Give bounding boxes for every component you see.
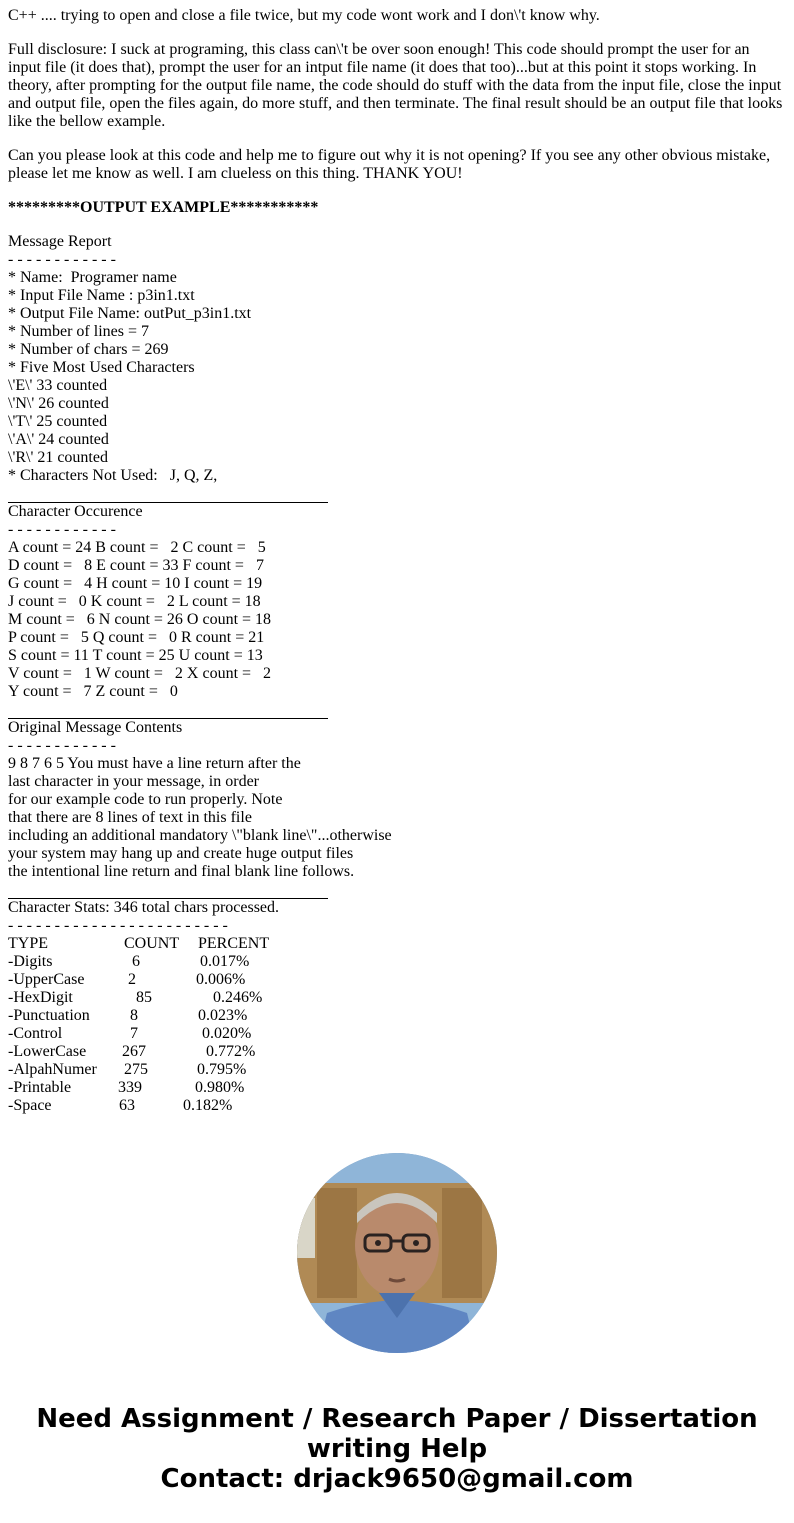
promo-footer xyxy=(0,1404,794,1494)
stats-count: 267 xyxy=(122,1043,146,1060)
original-line: Original Message Contents xyxy=(8,719,183,736)
document-body xyxy=(8,7,786,1115)
report-line: - - - - - - - - - - - - xyxy=(8,251,116,268)
occurence-line: A count = 24 B count = 2 C count = 5 xyxy=(8,539,266,556)
author-avatar xyxy=(297,1153,497,1353)
stats-percent: 0.017% xyxy=(200,953,250,970)
stats-row xyxy=(8,1025,786,1043)
report-line: * Number of chars = 269 xyxy=(8,341,169,358)
report-line: * Characters Not Used: J, Q, Z, xyxy=(8,467,218,484)
stats-count: 2 xyxy=(128,971,136,988)
footer-line-1: Need Assignment / Research Paper / Dissertation xyxy=(36,1404,758,1434)
occurence-line: Character Occurence xyxy=(8,503,143,520)
original-line: last character in your message, in order xyxy=(8,773,260,790)
occurence-line: - - - - - - - - - - - - xyxy=(8,521,116,538)
original-line: for our example code to run properly. Note xyxy=(8,791,283,808)
person-portrait-icon xyxy=(297,1153,497,1353)
stats-percent: 0.182% xyxy=(183,1097,233,1114)
stats-header-percent: PERCENT xyxy=(198,935,270,952)
stats-type: -Control xyxy=(8,1025,63,1042)
original-line: your system may hang up and create huge output files xyxy=(8,845,354,862)
stats-row xyxy=(8,989,786,1007)
stats-dashes: - - - - - - - - - - - - - - - - - - - - - - - - xyxy=(8,917,228,934)
stats-row xyxy=(8,953,786,971)
stats-row xyxy=(8,1007,786,1025)
original-line: that there are 8 lines of text in this file xyxy=(8,809,252,826)
occurence-line: S count = 11 T count = 25 U count = 13 xyxy=(8,647,263,664)
report-line: \'R\' 21 counted xyxy=(8,449,108,466)
stats-header-type: TYPE xyxy=(8,935,48,952)
report-line: * Name: Programer name xyxy=(8,269,177,286)
message-report-section xyxy=(8,233,786,485)
occurence-line: J count = 0 K count = 2 L count = 18 xyxy=(8,593,261,610)
footer-line-2: writing Help xyxy=(306,1434,488,1464)
stats-count: 7 xyxy=(130,1025,138,1042)
stats-type: -AlpahNumer xyxy=(8,1061,97,1078)
output-example-heading: *********OUTPUT EXAMPLE*********** xyxy=(8,199,319,216)
stats-percent: 0.006% xyxy=(196,971,246,988)
report-line: * Output File Name: outPut_p3in1.txt xyxy=(8,305,252,322)
report-line: \'A\' 24 counted xyxy=(8,431,109,448)
stats-title: Character Stats: 346 total chars processed. xyxy=(8,899,280,916)
original-line: - - - - - - - - - - - - xyxy=(8,737,116,754)
question-paragraph-1: Full disclosure: I suck at programing, this class can\'t be over soon enough! This code should prompt the user for an input file (it does that), prompt the user for an intput file name (it does that too)...but at this point it stops working. In theory, after prompting for the output file name, the code should do stuff with the data from the input file, close the input and output file, open the files again, do more stuff, and then terminate. The final result should be an output file that looks like the bellow example. xyxy=(8,41,783,130)
occurence-line: Y count = 7 Z count = 0 xyxy=(8,683,178,700)
stats-count: 63 xyxy=(119,1097,135,1114)
stats-row xyxy=(8,1079,786,1097)
character-stats-section xyxy=(8,899,786,1115)
report-line: Message Report xyxy=(8,233,112,250)
stats-type: -HexDigit xyxy=(8,989,73,1006)
stats-percent: 0.246% xyxy=(213,989,263,1006)
stats-type: -LowerCase xyxy=(8,1043,87,1060)
original-line: the intentional line return and final blank line follows. xyxy=(8,863,355,880)
stats-percent: 0.023% xyxy=(198,1007,248,1024)
stats-row xyxy=(8,1097,786,1115)
stats-row xyxy=(8,1043,786,1061)
report-line: \'E\' 33 counted xyxy=(8,377,108,394)
question-paragraph-2: Can you please look at this code and help me to figure out why it is not opening? If you see any other obvious mistake, please let me know as well. I am clueless on this thing. THANK YOU! xyxy=(8,147,771,182)
stats-type: -Punctuation xyxy=(8,1007,90,1024)
stats-row xyxy=(8,1061,786,1079)
stats-count: 6 xyxy=(132,953,140,970)
question-title: C++ .... trying to open and close a file twice, but my code wont work and I don\'t know why. xyxy=(8,7,600,24)
report-line: * Five Most Used Characters xyxy=(8,359,195,376)
stats-percent: 0.980% xyxy=(195,1079,245,1096)
stats-count: 339 xyxy=(118,1079,142,1096)
report-line: \'T\' 25 counted xyxy=(8,413,108,430)
footer-contact: Contact: drjack9650@gmail.com xyxy=(160,1464,634,1494)
stats-type: -Printable xyxy=(8,1079,72,1096)
original-message-section xyxy=(8,719,786,881)
occurence-line: M count = 6 N count = 26 O count = 18 xyxy=(8,611,272,628)
stats-type: -Digits xyxy=(8,953,53,970)
character-occurence-section xyxy=(8,503,786,701)
original-line: including an additional mandatory \"blank line\"...otherwise xyxy=(8,827,392,844)
stats-percent: 0.020% xyxy=(202,1025,252,1042)
stats-percent: 0.772% xyxy=(206,1043,256,1060)
occurence-line: D count = 8 E count = 33 F count = 7 xyxy=(8,557,264,574)
stats-percent: 0.795% xyxy=(197,1061,247,1078)
original-line: 9 8 7 6 5 You must have a line return after the xyxy=(8,755,301,772)
stats-header-row xyxy=(8,935,786,953)
stats-type: -Space xyxy=(8,1097,52,1114)
stats-type: -UpperCase xyxy=(8,971,85,988)
stats-count: 275 xyxy=(124,1061,148,1078)
stats-count: 8 xyxy=(130,1007,138,1024)
stats-header-count: COUNT xyxy=(124,935,180,952)
occurence-line: P count = 5 Q count = 0 R count = 21 xyxy=(8,629,265,646)
occurence-line: V count = 1 W count = 2 X count = 2 xyxy=(8,665,272,682)
report-line: * Input File Name : p3in1.txt xyxy=(8,287,195,304)
stats-row xyxy=(8,971,786,989)
stats-count: 85 xyxy=(136,989,152,1006)
report-line: * Number of lines = 7 xyxy=(8,323,149,340)
report-line: \'N\' 26 counted xyxy=(8,395,109,412)
occurence-line: G count = 4 H count = 10 I count = 19 xyxy=(8,575,263,592)
